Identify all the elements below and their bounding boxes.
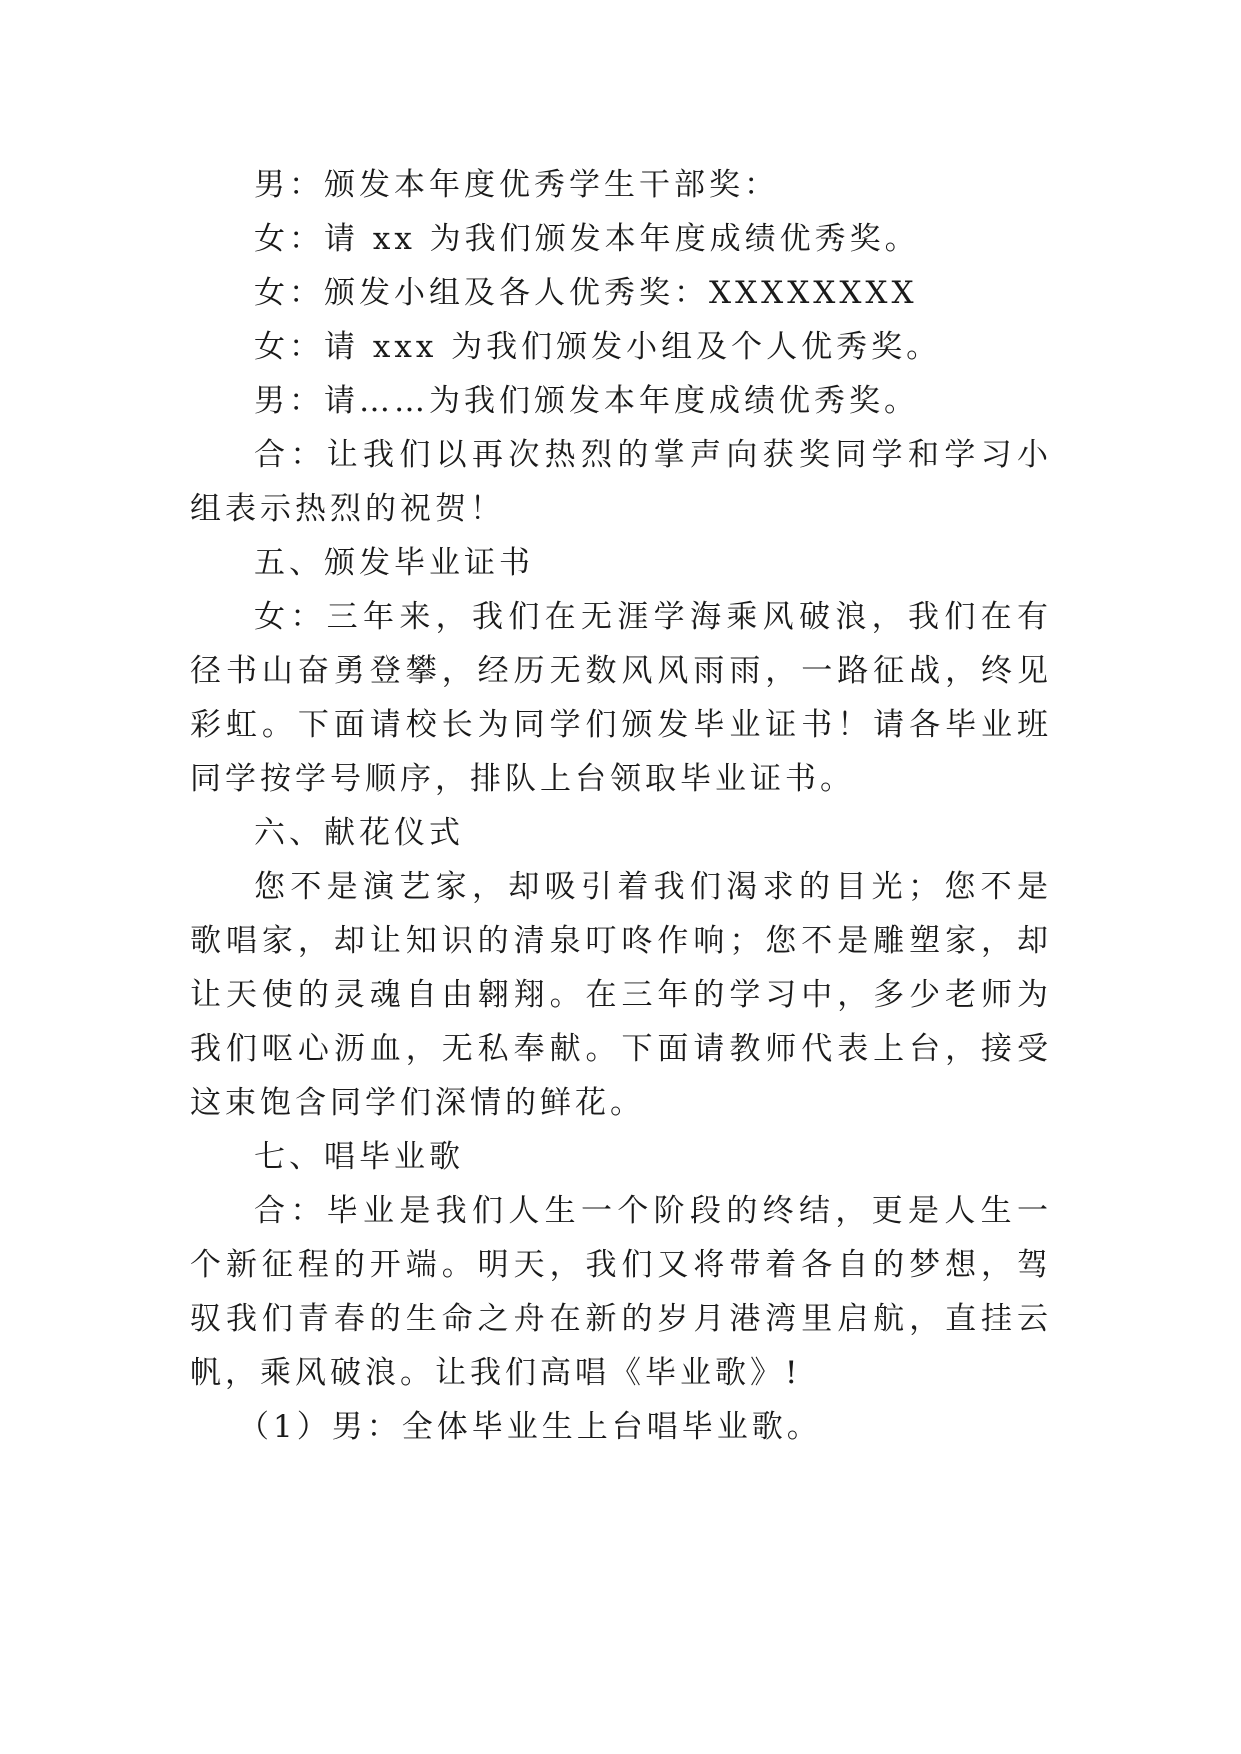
paragraph-award-grades-male: 男：请……为我们颁发本年度成绩优秀奖。 xyxy=(254,383,919,419)
paragraph-song: 合：毕业是我们人生一个阶段的终结，更是人生一个新征程的开端。明天，我们又将带着各自的梦想，驾驭我们青春的生命之舟在新的岁月港湾里启航，直挂云帆，乘风破浪。让我们高唱《毕业歌》! xyxy=(190,1193,1052,1391)
section-heading-song: 七、唱毕业歌 xyxy=(254,1139,464,1175)
paragraph-award-grades-presenter: 女：请 xx 为我们颁发本年度成绩优秀奖。 xyxy=(254,221,920,257)
paragraph-certificates: 女：三年来，我们在无涯学海乘风破浪，我们在有径书山奋勇登攀，经历无数风风雨雨，一路征战，终见彩虹。下面请校长为同学们颁发毕业证书！请各毕业班同学按学号顺序，排队上台领取毕业证书。 xyxy=(190,599,1052,797)
paragraph-award-cadre: 男：颁发本年度优秀学生干部奖： xyxy=(254,167,779,203)
paragraph-congratulations: 合：让我们以再次热烈的掌声向获奖同学和学习小组表示热烈的祝贺！ xyxy=(190,437,1052,527)
paragraph-award-group-presenter: 女：请 xxx 为我们颁发小组及个人优秀奖。 xyxy=(254,329,942,365)
section-heading-certificates: 五、颁发毕业证书 xyxy=(254,545,534,581)
paragraph-song-item-1: （1）男：全体毕业生上台唱毕业歌。 xyxy=(238,1409,822,1445)
section-heading-flowers: 六、献花仪式 xyxy=(254,815,464,851)
paragraph-flowers: 您不是演艺家，却吸引着我们渴求的目光；您不是歌唱家，却让知识的清泉叮咚作响；您不是雕塑家，却让天使的灵魂自由翱翔。在三年的学习中，多少老师为我们呕心沥血，无私奉献。下面请教师代表上台，接受这束饱含同学们深情的鲜花。 xyxy=(190,869,1052,1121)
paragraph-award-group: 女：颁发小组及各人优秀奖：XXXXXXXX xyxy=(254,275,918,311)
document-body xyxy=(190,158,1052,1454)
